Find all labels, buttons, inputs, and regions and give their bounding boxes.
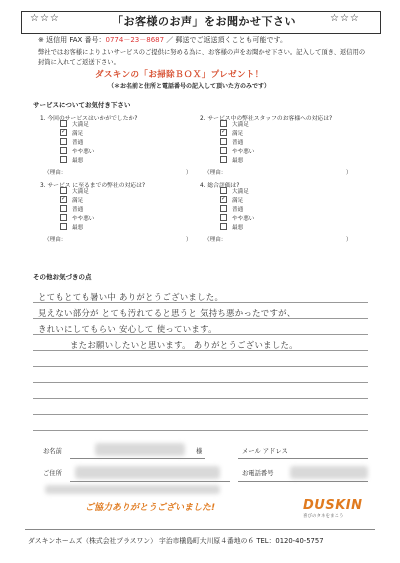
comment-line-1: とてもとても暑い中 ありがとうございました。 (38, 292, 224, 302)
phone-label: お電話番号 (242, 470, 274, 477)
ruled-line (33, 398, 368, 399)
fax-prefix: ※ 返信用 FAX 番号： (38, 36, 106, 44)
option-row (60, 157, 83, 166)
rating-checkbox[interactable] (60, 138, 67, 145)
company-info: ダスキンホームズ（株式会社プラスワン） 宇治市槇島町大川原４番地の６ TEL：0120-40-5757 (28, 537, 324, 545)
comment-line-2: 見えない部分が とても汚れてると思うと 気持ち悪かったですが、 (38, 308, 296, 318)
option-label: やや悪い (232, 216, 255, 222)
rating-checkbox[interactable] (60, 214, 67, 221)
name-underline (70, 458, 205, 459)
comment-line-4: またお願いしたいと思います。 ありがとうございました。 (70, 340, 298, 350)
rating-checkbox[interactable] (60, 156, 67, 163)
address-label: ご住所 (43, 470, 62, 477)
rating-checkbox[interactable] (220, 138, 227, 145)
description: 弊社ではお客様によりよいサービスのご提供に努める為に、お客様の声をお聞かせ下さい。記入して頂き、返信用の封筒に入れてご返送下さい。 (38, 49, 366, 66)
ruled-line (33, 382, 368, 383)
rating-checkbox[interactable] (220, 129, 227, 136)
email-label: メール アドレス (242, 448, 288, 455)
reason-field[interactable] (44, 235, 194, 243)
rating-checkbox[interactable] (60, 205, 67, 212)
option-label: 大満足 (232, 122, 249, 128)
option-row (60, 224, 83, 233)
option-label: 大満足 (72, 122, 89, 128)
option-label: 最悪 (232, 225, 244, 231)
stars-left: ☆☆☆ (30, 13, 60, 24)
reason-label: （理由： (204, 237, 227, 243)
comment-line-3: きれいにしてもらい 安心して 使っています。 (38, 324, 217, 334)
rating-checkbox[interactable] (60, 120, 67, 127)
option-label: やや悪い (72, 149, 95, 155)
option-label: 普通 (232, 207, 244, 213)
ruled-line (33, 414, 368, 415)
email-underline (238, 458, 368, 459)
question-label-2: 2. サービス中の弊社スタッフのお客様への対応は? (200, 116, 333, 122)
duskin-logo: DUSKIN (303, 498, 363, 513)
option-label: 最悪 (232, 158, 244, 164)
option-label: 満足 (72, 131, 84, 137)
option-label: 普通 (72, 207, 84, 213)
rating-checkbox[interactable] (220, 156, 227, 163)
reason-close: ） (346, 237, 352, 243)
option-label: 最悪 (72, 158, 84, 164)
option-row (220, 157, 243, 166)
question-label-3: 3. サービス に至るまでの弊社の対応は? (40, 183, 146, 189)
rating-checkbox[interactable] (220, 214, 227, 221)
fax-number: 0774－23－8687 (105, 36, 165, 44)
reason-label: （理由： (204, 170, 227, 176)
fax-line (38, 35, 287, 45)
reason-close: ） (346, 170, 352, 176)
name-label: お名前 (43, 448, 62, 455)
page-title: 「お客様のお声」をお聞かせ下さい (112, 15, 296, 28)
comments-section-label: その他お気づきの点 (33, 273, 92, 281)
rating-checkbox[interactable] (220, 196, 227, 203)
option-label: やや悪い (72, 216, 95, 222)
address-line2-redacted (45, 485, 220, 494)
rating-checkbox[interactable] (60, 147, 67, 154)
option-label: 満足 (72, 198, 84, 204)
campaign-note: （＊お名前と住所と電話番号の記入して頂いた方のみです） (108, 83, 271, 90)
reason-label: （理由： (44, 237, 67, 243)
rating-checkbox[interactable] (220, 120, 227, 127)
reason-close: ） (186, 237, 192, 243)
option-label: 大満足 (232, 189, 249, 195)
reason-field[interactable] (204, 168, 354, 176)
reason-field[interactable] (44, 168, 194, 176)
rating-checkbox[interactable] (220, 223, 227, 230)
reason-field[interactable] (204, 235, 354, 243)
reason-label: （理由： (44, 170, 67, 176)
footer-divider (25, 529, 375, 530)
address-underline (70, 481, 230, 482)
fax-suffix: ／ 郵送でご返送頂くことも可能です。 (166, 36, 287, 44)
question-label-1: 1. 今回のサービスはいかがでしたか? (40, 116, 138, 122)
rating-checkbox[interactable] (60, 187, 67, 194)
rating-checkbox[interactable] (220, 147, 227, 154)
campaign-title: ダスキンの「お掃除ＢＯＸ」プレゼント！ (95, 70, 264, 80)
phone-redacted (290, 466, 368, 479)
ruled-line (33, 366, 368, 367)
reason-close: ） (186, 170, 192, 176)
rating-checkbox[interactable] (220, 187, 227, 194)
option-label: 満足 (232, 198, 244, 204)
option-row (220, 224, 243, 233)
option-label: 大満足 (72, 189, 89, 195)
rating-checkbox[interactable] (60, 129, 67, 136)
ruled-line (33, 430, 368, 431)
rating-checkbox[interactable] (60, 223, 67, 230)
survey-section-label: サービスについてお気付き下さい (33, 101, 131, 109)
option-label: 最悪 (72, 225, 84, 231)
name-redacted (95, 443, 185, 456)
honorific: 様 (196, 448, 203, 455)
option-label: やや悪い (232, 149, 255, 155)
rating-checkbox[interactable] (220, 205, 227, 212)
thanks-message: ご協力ありがとうございました! (85, 503, 216, 513)
option-label: 普通 (232, 140, 244, 146)
phone-underline (238, 481, 368, 482)
stars-right: ☆☆☆ (330, 13, 360, 24)
option-label: 普通 (72, 140, 84, 146)
address-redacted (75, 466, 220, 479)
rating-checkbox[interactable] (60, 196, 67, 203)
question-label-4: 4. 総合評価は? (200, 183, 240, 189)
logo-tagline: 喜びのタネをまこう (303, 514, 344, 519)
option-label: 満足 (232, 131, 244, 137)
